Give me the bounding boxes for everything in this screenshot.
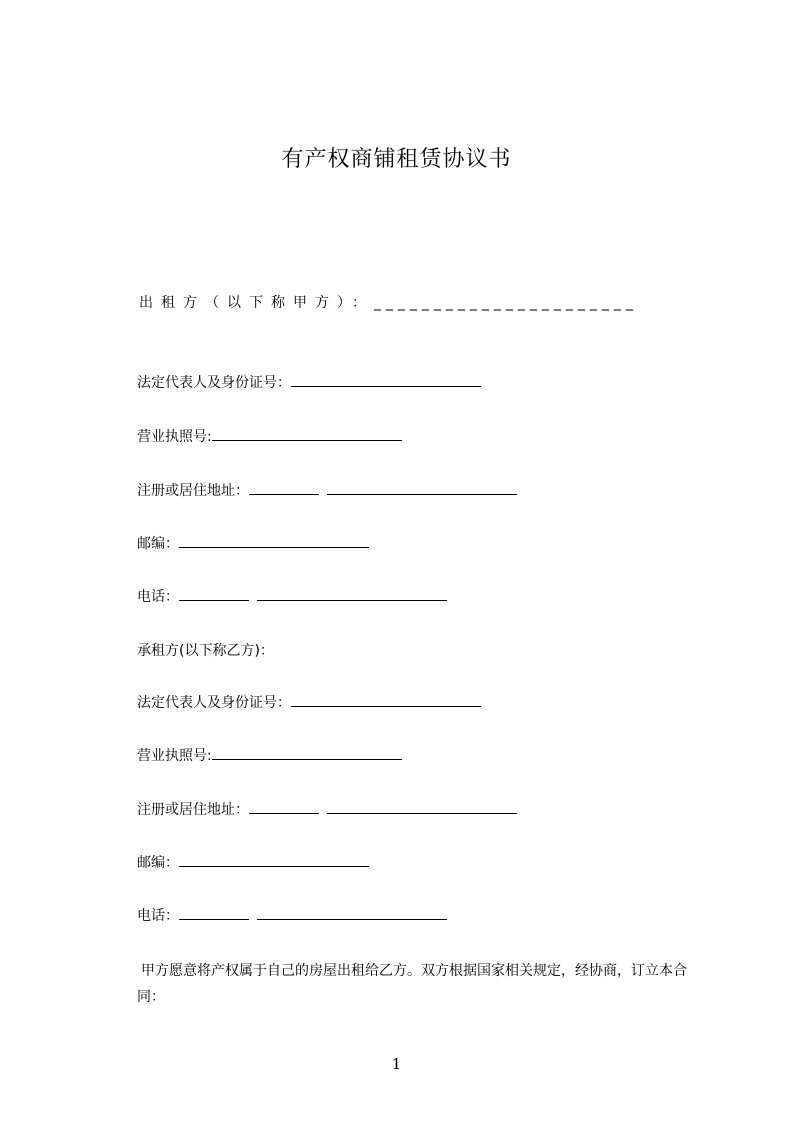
- party-a-postcode-label: 邮编：: [137, 536, 179, 552]
- party-a-phone-label: 电话：: [137, 589, 179, 605]
- party-b-address-row: [137, 799, 517, 819]
- lessee-line: [137, 640, 274, 660]
- party-a-license-label: 营业执照号:: [137, 429, 212, 445]
- party-b-address-blank-2: [327, 800, 517, 814]
- party-b-legal-rep-row: [137, 692, 481, 712]
- lessor-line: [139, 292, 638, 312]
- page-number: 1: [391, 1055, 402, 1073]
- party-b-address-label: 注册或居住地址：: [137, 802, 249, 818]
- party-a-address-label: 注册或居住地址：: [137, 483, 249, 499]
- lessor-blank: ______________________: [374, 295, 638, 311]
- intro-paragraph: [137, 958, 697, 1010]
- party-b-license-label: 营业执照号:: [137, 748, 212, 764]
- party-a-address-row: [137, 480, 517, 500]
- party-a-phone-blank-1: [179, 587, 249, 601]
- lessor-label: 出租方（以下称甲方）：: [139, 295, 374, 311]
- party-a-postcode-blank: [179, 534, 369, 548]
- party-a-license-row: [137, 426, 402, 446]
- party-b-legal-rep-label: 法定代表人及身份证号：: [137, 695, 291, 711]
- party-a-legal-rep-label: 法定代表人及身份证号：: [137, 375, 291, 391]
- party-b-phone-blank-1: [179, 906, 249, 920]
- party-b-address-blank-1: [249, 800, 319, 814]
- party-b-phone-blank-2: [257, 906, 447, 920]
- party-b-postcode-blank: [179, 853, 369, 867]
- party-b-phone-row: [137, 905, 447, 925]
- party-a-phone-row: [137, 586, 447, 606]
- party-a-phone-blank-2: [257, 587, 447, 601]
- party-a-legal-rep-blank: [291, 373, 481, 387]
- party-a-postcode-row: [137, 533, 369, 553]
- lessee-label: 承租方(以下称乙方)：: [137, 643, 274, 659]
- party-b-postcode-row: [137, 852, 369, 872]
- party-a-address-blank-2: [327, 481, 517, 495]
- party-b-legal-rep-blank: [291, 693, 481, 707]
- party-a-legal-rep-row: [137, 372, 481, 392]
- intro-paragraph-text: 甲方愿意将产权属于自己的房屋出租给乙方。双方根据国家相关规定，经协商，订立本合同：: [137, 963, 687, 1005]
- party-b-license-row: [137, 745, 402, 765]
- party-a-license-blank: [212, 427, 402, 441]
- document-title: 有产权商铺租赁协议书: [281, 147, 512, 172]
- party-b-phone-label: 电话：: [137, 908, 179, 924]
- party-b-postcode-label: 邮编：: [137, 855, 179, 871]
- party-b-license-blank: [212, 746, 402, 760]
- party-a-address-blank-1: [249, 481, 319, 495]
